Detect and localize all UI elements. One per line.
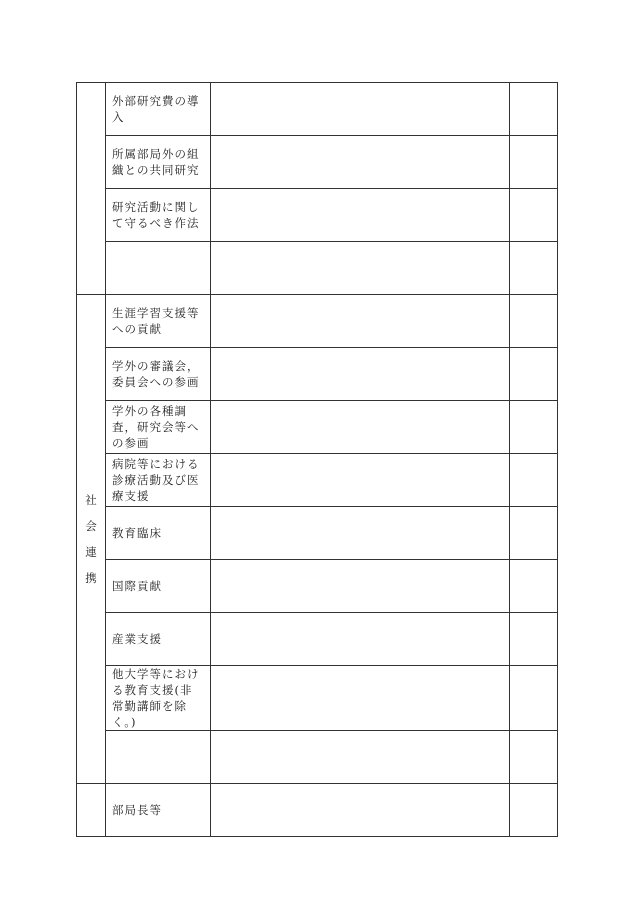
item-label: 部局長等 [106, 784, 211, 837]
check-cell[interactable] [510, 295, 558, 348]
description-cell[interactable] [211, 136, 510, 189]
table-row [77, 613, 558, 666]
table-row [77, 454, 558, 507]
item-label: 生涯学習支援等への貢献 [106, 295, 211, 348]
check-cell[interactable] [510, 454, 558, 507]
category-label-vertical [77, 487, 105, 591]
category-char: 連 [85, 545, 97, 559]
evaluation-form-table [76, 82, 558, 837]
table-row [77, 136, 558, 189]
category-cell-social-cooperation [77, 295, 106, 784]
description-cell[interactable] [211, 454, 510, 507]
table-row [77, 401, 558, 454]
item-label [106, 731, 211, 784]
table-row [77, 189, 558, 242]
check-cell[interactable] [510, 666, 558, 731]
description-cell[interactable] [211, 731, 510, 784]
item-label: 学外の各種調査，研究会等への参画 [106, 401, 211, 454]
check-cell[interactable] [510, 401, 558, 454]
description-cell[interactable] [211, 401, 510, 454]
description-cell[interactable] [211, 666, 510, 731]
table-row [77, 666, 558, 731]
check-cell[interactable] [510, 731, 558, 784]
category-char: 会 [85, 519, 97, 533]
item-label: 他大学等における教育支援(非常勤講師を除く。) [106, 666, 211, 731]
item-label: 病院等における診療活動及び医療支援 [106, 454, 211, 507]
description-cell[interactable] [211, 613, 510, 666]
table-row [77, 348, 558, 401]
category-cell-research [77, 83, 106, 295]
table-row [77, 83, 558, 136]
category-char: 携 [85, 571, 97, 585]
category-cell-management [77, 784, 106, 837]
description-cell[interactable] [211, 507, 510, 560]
description-cell[interactable] [211, 242, 510, 295]
check-cell[interactable] [510, 242, 558, 295]
check-cell[interactable] [510, 507, 558, 560]
check-cell[interactable] [510, 136, 558, 189]
category-char: 社 [85, 493, 97, 507]
table-row [77, 784, 558, 837]
item-label: 産業支援 [106, 613, 211, 666]
table-row [77, 731, 558, 784]
check-cell[interactable] [510, 189, 558, 242]
check-cell[interactable] [510, 348, 558, 401]
description-cell[interactable] [211, 784, 510, 837]
item-label: 教育臨床 [106, 507, 211, 560]
description-cell[interactable] [211, 295, 510, 348]
item-label: 外部研究費の導入 [106, 83, 211, 136]
item-label: 研究活動に関して守るべき作法 [106, 189, 211, 242]
item-label: 学外の審議会，委員会への参画 [106, 348, 211, 401]
table-row [77, 507, 558, 560]
check-cell[interactable] [510, 560, 558, 613]
check-cell[interactable] [510, 613, 558, 666]
description-cell[interactable] [211, 83, 510, 136]
description-cell[interactable] [211, 560, 510, 613]
description-cell[interactable] [211, 348, 510, 401]
item-label: 国際貢献 [106, 560, 211, 613]
description-cell[interactable] [211, 189, 510, 242]
item-label [106, 242, 211, 295]
table-row [77, 560, 558, 613]
table-row [77, 295, 558, 348]
item-label: 所属部局外の組織との共同研究 [106, 136, 211, 189]
table-row [77, 242, 558, 295]
check-cell[interactable] [510, 784, 558, 837]
check-cell[interactable] [510, 83, 558, 136]
